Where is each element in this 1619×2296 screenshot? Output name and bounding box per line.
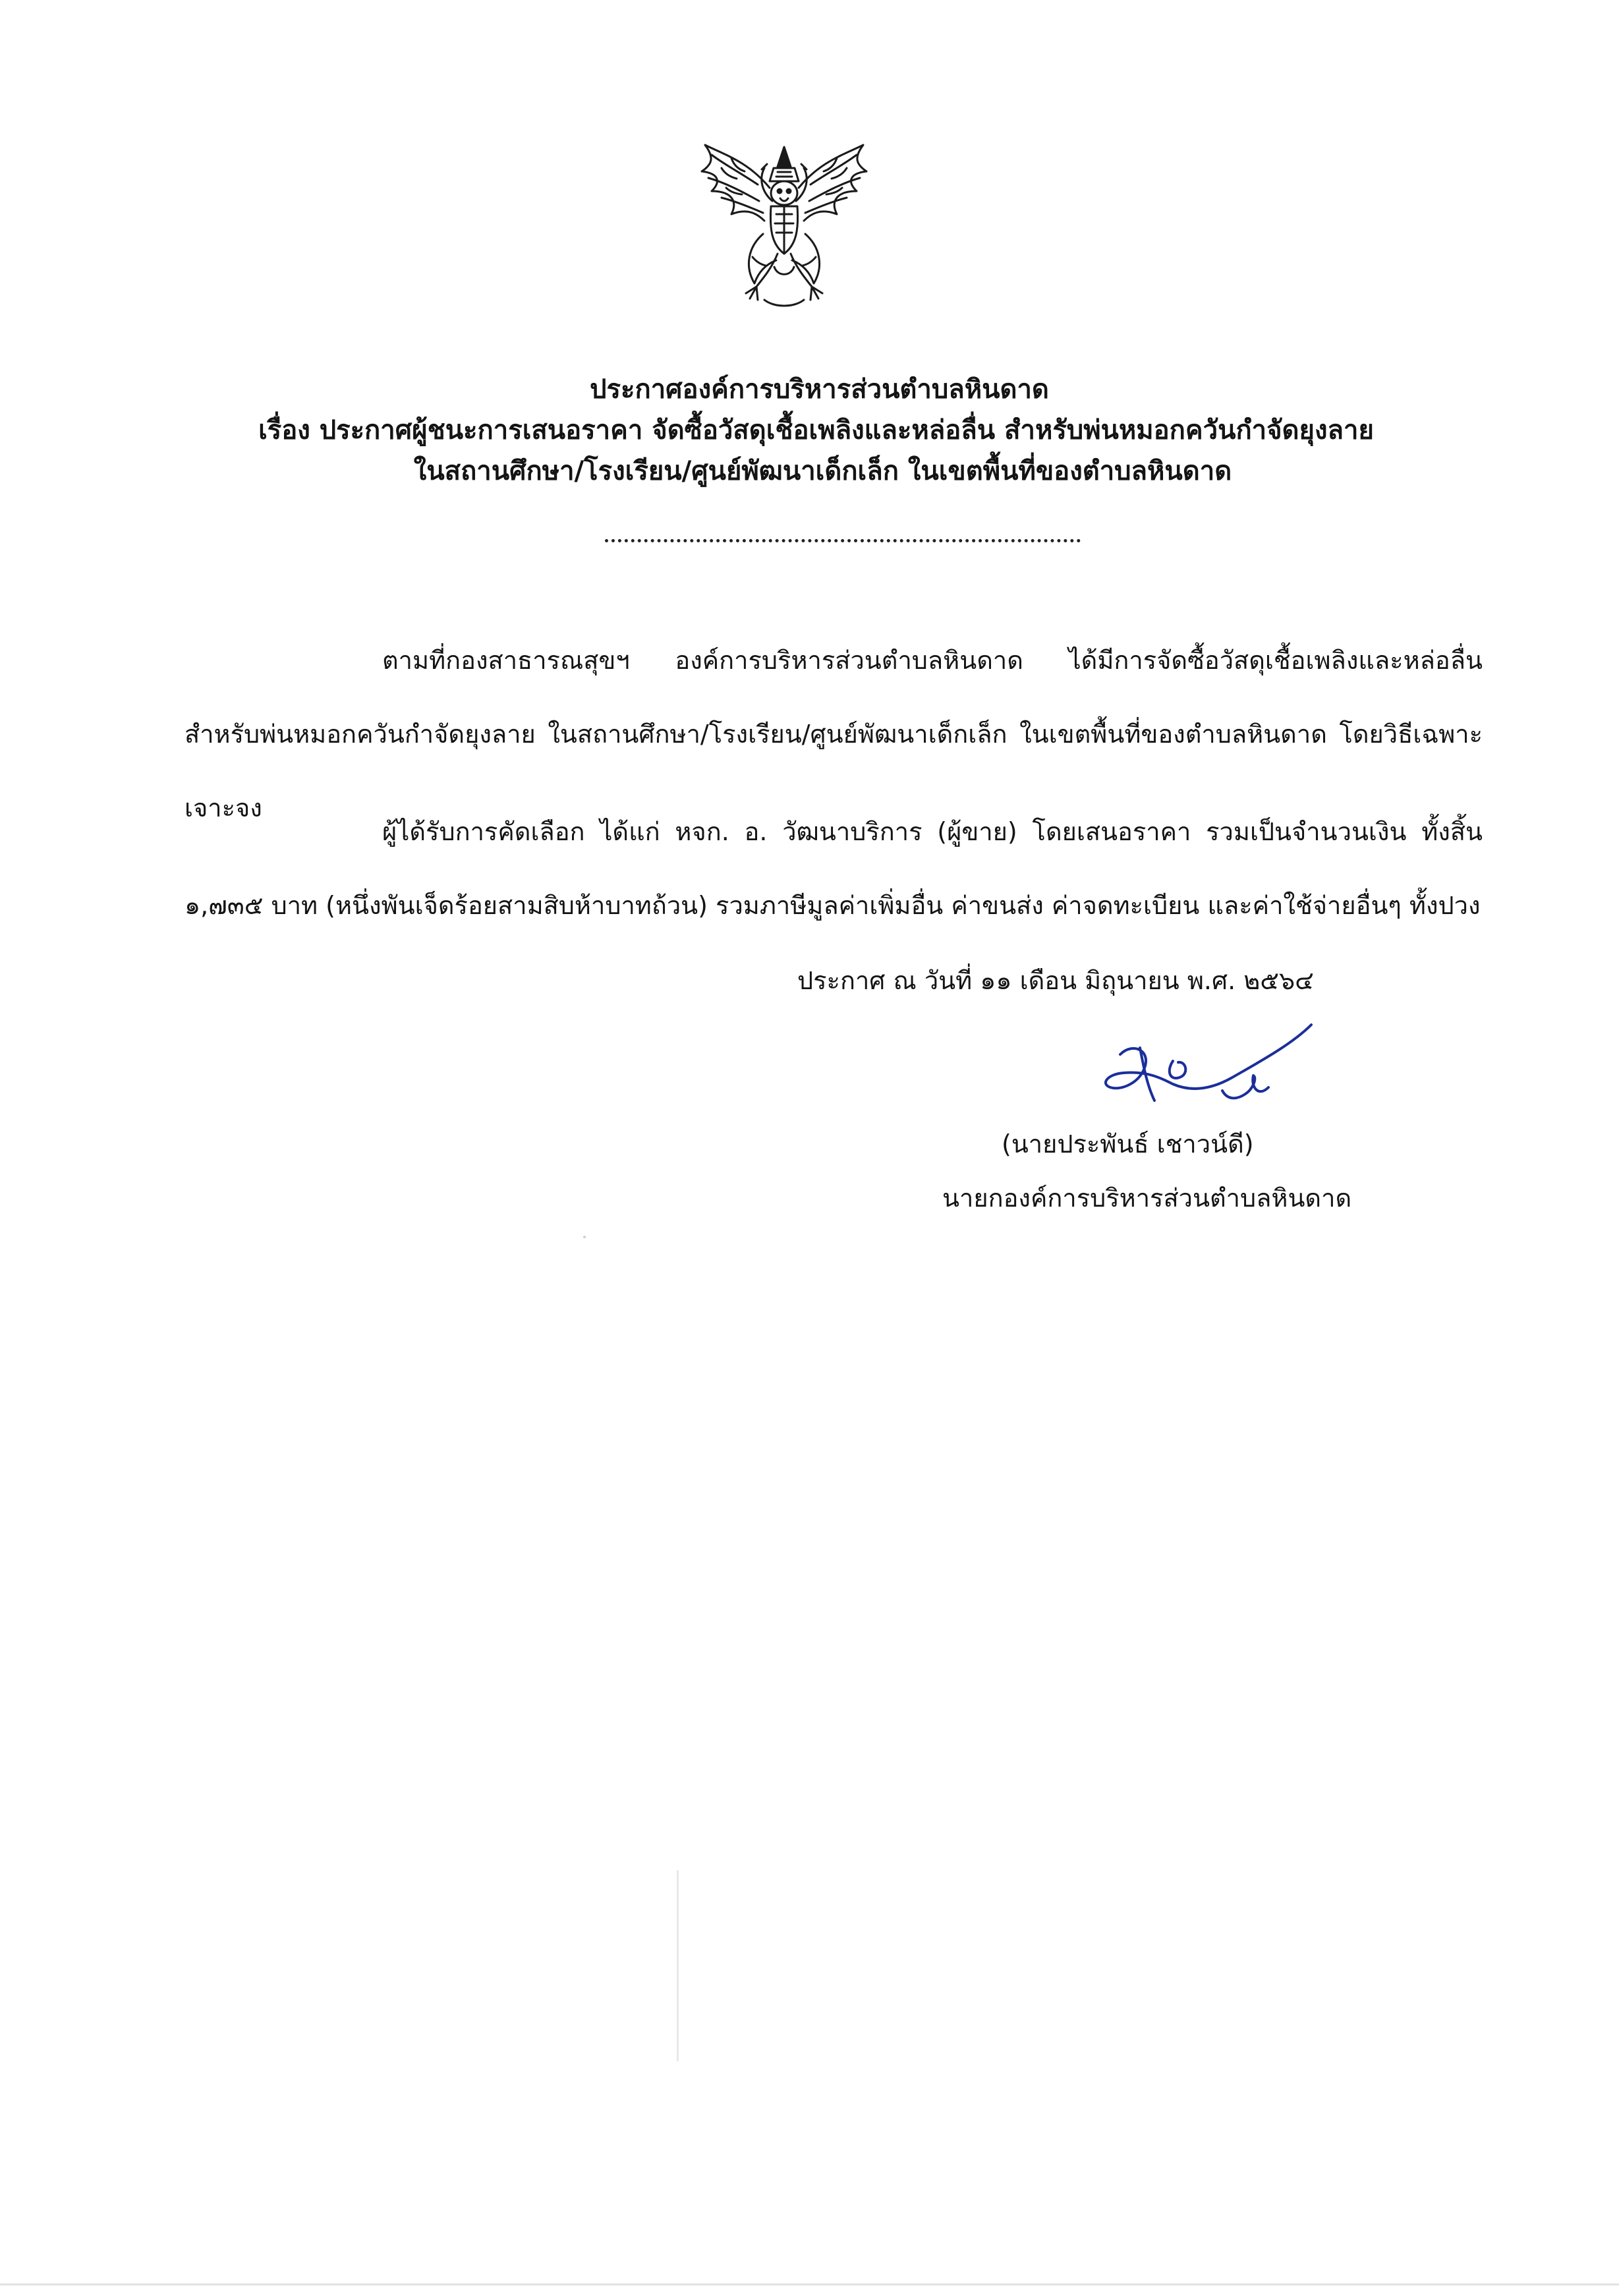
signer-name: (นายประพันธ์ เชาวน์ดี) xyxy=(1002,1130,1254,1159)
scan-fold-line xyxy=(677,1870,679,2061)
scan-speck xyxy=(583,1236,586,1238)
dotted-divider xyxy=(605,539,1081,542)
garuda-emblem-icon xyxy=(685,135,883,333)
announcement-title xyxy=(0,369,1619,492)
announcement-date: ประกาศ ณ วันที่ ๑๑ เดือน มิถุนายน พ.ศ. ๒๕๖๔ xyxy=(797,966,1314,995)
signer-position: นายกองค์การบริหารส่วนตำบลหินดาด xyxy=(942,1184,1352,1213)
page-bottom-edge xyxy=(0,2283,1619,2285)
body-paragraph-1: ตามที่กองสาธารณสุขฯ องค์การบริหารส่วนตำบลหินดาด ได้มีการจัดซื้อวัสดุเชื้อเพลิงและหล่อลื่น สำหรับพ่นหมอกควันกำจัดยุงลาย ในสถานศึกษา/โรงเรียน/ศูนย์พัฒนาเด็กเล็ก ในเขตพื้นที่ของตำบลหินดาด โดยวิธีเฉพาะเจาะจง xyxy=(185,646,1483,822)
org-title: ประกาศองค์การบริหารส่วนตำบลหินดาด xyxy=(590,374,1049,405)
body-paragraph-2: ผู้ได้รับการคัดเลือก ได้แก่ หจก. อ. วัฒนาบริการ (ผู้ขาย) โดยเสนอราคา รวมเป็นจำนวนเงิน ทั้งสิ้น ๑,๗๓๕ บาท (หนึ่งพันเจ็ดร้อยสามสิบห้าบาทถ้วน) รวมภาษีมูลค่าเพิ่มอื่น ค่าขนส่ง ค่าจดทะเบียน และค่าใช้จ่ายอื่นๆ ทั้งปวง xyxy=(185,817,1483,920)
location-title: ในสถานศึกษา/โรงเรียน/ศูนย์พัฒนาเด็กเล็ก ในเขตพื้นที่ของตำบลหินดาด xyxy=(413,456,1232,486)
subject-title: เรื่อง ประกาศผู้ชนะการเสนอราคา จัดซื้อวัสดุเชื้อเพลิงและหล่อลื่น สำหรับพ่นหมอกควันกำจัดยุงลาย xyxy=(258,415,1374,445)
